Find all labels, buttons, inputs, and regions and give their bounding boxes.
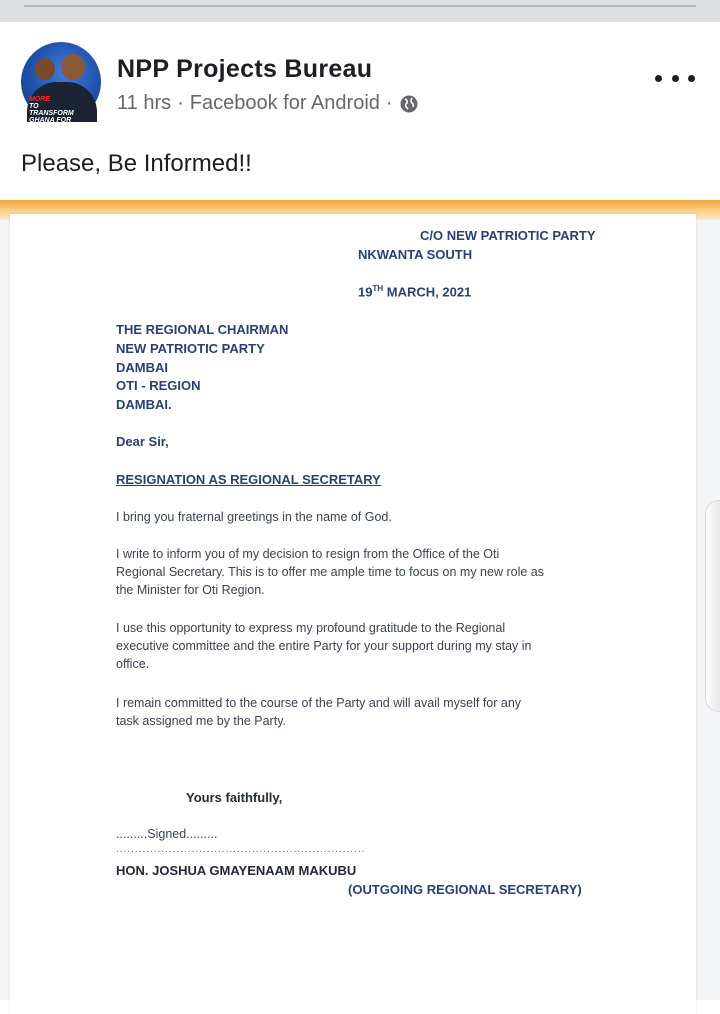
dot-icon	[655, 75, 662, 82]
avatar-banner	[29, 96, 85, 131]
paragraph-3-line: executive committee and the entire Party for your support during my stay in	[116, 639, 532, 653]
post-photo[interactable]	[0, 200, 720, 1000]
paragraph-4-line: I remain committed to the course of the Party and will avail myself for any	[116, 696, 522, 710]
sender-line2: NKWANTA SOUTH	[358, 247, 473, 262]
date-day: 19	[358, 284, 373, 300]
paragraph-4-line: task assigned me by the Party.	[116, 714, 286, 728]
signatory-name: HON. JOSHUA GMAYENAAM MAKUBU	[116, 863, 357, 878]
post-text: Please, Be Informed!!	[21, 150, 252, 177]
recipient-line: THE REGIONAL CHAIRMAN	[116, 322, 289, 337]
avatar-person-right	[61, 54, 85, 80]
more-options-button[interactable]	[655, 66, 695, 90]
letter-subject: RESIGNATION AS REGIONAL SECRETARY	[116, 472, 381, 487]
post-meta	[117, 92, 419, 115]
paragraph-3-line: I use this opportunity to express my profound gratitude to the Regional	[116, 621, 506, 635]
avatar-person-left	[35, 58, 55, 80]
post-card	[0, 22, 720, 1000]
signed-text: .........Signed.........	[116, 827, 218, 841]
paragraph-3-line: office.	[116, 657, 150, 671]
date-rest: MARCH, 2021	[383, 284, 472, 300]
page-avatar[interactable]	[21, 42, 101, 131]
post-time[interactable]: 11 hrs	[117, 92, 172, 114]
sender-line1: C/O NEW PATRIOTIC PARTY	[420, 228, 596, 243]
recipient-line: DAMBAI.	[116, 397, 172, 412]
signatory-title: (OUTGOING REGIONAL SECRETARY)	[348, 882, 582, 897]
signature-line: ..................................................................	[116, 844, 366, 855]
salutation: Dear Sir,	[116, 434, 169, 449]
page-name-link[interactable]: NPP Projects Bureau	[117, 55, 373, 83]
paragraph-2-line: Regional Secretary. This is to offer me ample time to focus on my new role as	[116, 565, 544, 579]
top-divider-strip	[0, 0, 720, 22]
avatar-banner-line3: GHANA FOR ALL	[29, 117, 72, 131]
letter-paper	[10, 214, 696, 1014]
avatar-banner-line2: TO TRANSFORM	[29, 103, 74, 117]
paragraph-1: I bring you fraternal greetings in the name of God.	[116, 510, 392, 524]
globe-icon	[399, 94, 419, 114]
dot-icon	[688, 75, 695, 82]
letter-date	[358, 284, 471, 299]
meta-separator-2: ·	[385, 92, 393, 114]
paragraph-2-line: I write to inform you of my decision to resign from the Office of the Oti	[116, 547, 500, 561]
post-source: Facebook for Android	[189, 92, 380, 114]
avatar-banner-line1: MORE	[29, 96, 50, 103]
date-sup: TH	[372, 284, 384, 293]
divider-line	[24, 5, 696, 7]
meta-separator: ·	[177, 92, 184, 114]
recipient-line: OTI - REGION	[116, 378, 201, 393]
closing: Yours faithfully,	[186, 790, 283, 805]
dot-icon	[672, 75, 679, 82]
recipient-line: DAMBAI	[116, 360, 168, 375]
paper-edge-shadow	[705, 500, 720, 712]
recipient-line: NEW PATRIOTIC PARTY	[116, 341, 265, 356]
paragraph-2-line: the Minister for Oti Region.	[116, 583, 265, 597]
